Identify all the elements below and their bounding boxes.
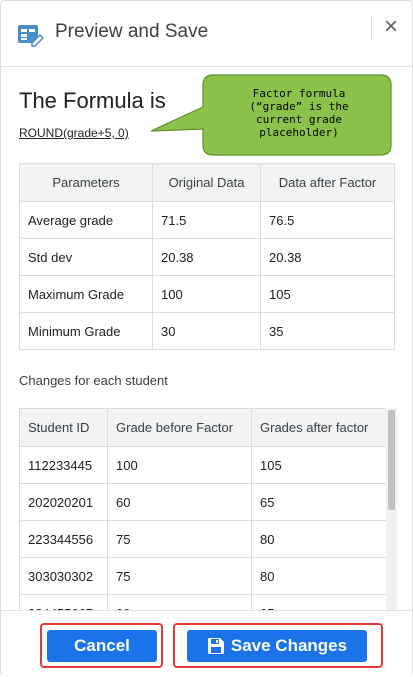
floppy-disk-icon — [207, 637, 225, 655]
table-cell: 30 — [153, 313, 261, 350]
table-cell: 223344556 — [20, 521, 108, 558]
table-row — [20, 239, 395, 276]
table-cell: 75 — [108, 521, 252, 558]
column-header: Parameters — [20, 164, 153, 202]
table-cell: 100 — [108, 447, 252, 484]
student-changes-scroll-area[interactable] — [19, 408, 397, 610]
cancel-button-label: Cancel — [74, 636, 130, 655]
sheet-edit-icon — [18, 23, 44, 47]
table-cell: 71.5 — [153, 202, 261, 239]
table-header-row — [20, 409, 387, 447]
student-changes-table — [19, 408, 387, 632]
table-cell: 100 — [153, 276, 261, 313]
table-cell: Minimum Grade — [20, 313, 153, 350]
table-cell: 65 — [252, 484, 387, 521]
table-cell: 80 — [252, 558, 387, 595]
save-changes-button[interactable] — [187, 630, 367, 662]
column-header: Original Data — [153, 164, 261, 202]
table-cell: 76.5 — [261, 202, 395, 239]
table-cell: 35 — [261, 313, 395, 350]
close-icon[interactable]: × — [383, 13, 398, 40]
column-header: Data after Factor — [261, 164, 395, 202]
parameters-table — [19, 163, 395, 350]
table-row — [20, 202, 395, 239]
header-divider — [371, 15, 372, 41]
cancel-button[interactable] — [47, 630, 157, 662]
table-cell: Std dev — [20, 239, 153, 276]
table-row — [20, 558, 387, 595]
table-cell: 20.38 — [261, 239, 395, 276]
column-header: Student ID — [20, 409, 108, 447]
table-cell: 105 — [252, 447, 387, 484]
save-button-label: Save Changes — [230, 636, 348, 655]
table-row — [20, 447, 387, 484]
dialog-title: Preview and Save — [55, 21, 209, 42]
table-cell: Average grade — [20, 202, 153, 239]
column-header: Grade before Factor — [108, 409, 252, 447]
formula-value: ROUND(grade+5, 0) — [19, 126, 129, 140]
changes-label: Changes for each student — [19, 373, 168, 388]
formula-heading: The Formula is — [19, 88, 166, 113]
table-row — [20, 484, 387, 521]
table-row — [20, 276, 395, 313]
table-header-row — [20, 164, 395, 202]
scrollbar-thumb[interactable] — [388, 410, 395, 510]
table-cell: 105 — [261, 276, 395, 313]
column-header: Grades after factor — [252, 409, 387, 447]
table-cell: 303030302 — [20, 558, 108, 595]
dialog-header — [1, 1, 412, 67]
table-cell: Maximum Grade — [20, 276, 153, 313]
table-row — [20, 521, 387, 558]
formula-callout — [151, 73, 395, 159]
table-cell: 60 — [108, 484, 252, 521]
callout-text: Factor formula (“grade” is the current grade placeholder) — [249, 87, 349, 139]
table-row — [20, 313, 395, 350]
table-cell: 75 — [108, 558, 252, 595]
table-cell: 202020201 — [20, 484, 108, 521]
table-cell: 80 — [252, 521, 387, 558]
table-cell: 20.38 — [153, 239, 261, 276]
table-cell: 112233445 — [20, 447, 108, 484]
